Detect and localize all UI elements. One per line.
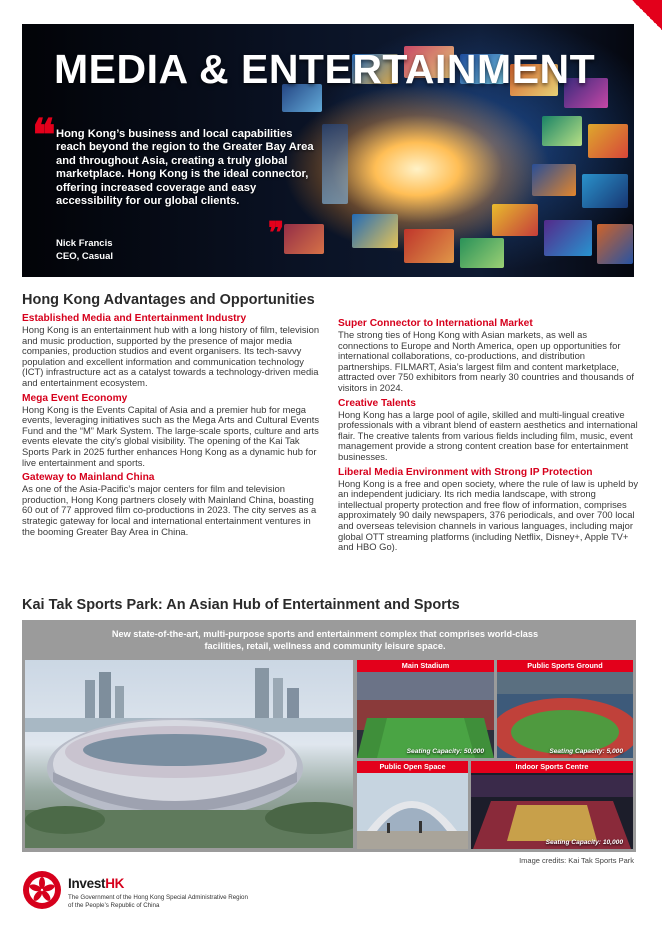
public-sports-ground-image xyxy=(497,660,633,758)
venue-main-stadium xyxy=(357,660,494,758)
venue-label: Indoor Sports Centre xyxy=(471,761,633,773)
advantage-body: Hong Kong is a free and open society, where the rule of law is upheld by an independent judiciary. Its rich media landscape, with strong intellectual property protection and free flow of information, comprises approximately 90 daily newspapers, 376 periodicals, and over 700 local and overseas television channels in various languages, including major global OTT streaming platforms (including Netflix, Disney+, Apple TV+ and HBO Go). xyxy=(338,477,639,553)
advantage-heading: Gateway to Mainland China xyxy=(22,472,155,484)
hksar-emblem-icon xyxy=(22,870,62,910)
hero-title: MEDIA & ENTERTAINMENT xyxy=(54,46,596,92)
author-title: CEO, Casual xyxy=(56,250,114,262)
public-open-space-image xyxy=(357,761,468,849)
venue-capacity: Seating Capacity: 10,000 xyxy=(545,839,623,846)
government-credit xyxy=(68,894,298,910)
advantage-item xyxy=(338,466,638,553)
quote-author xyxy=(56,238,113,263)
advantage-body: As one of the Asia-Pacific’s major centers for film and television production, Hong Kong partners closely with Mainland China, boasting 60 out of 77 approved film co-productions in 2023. The city serves as a strategic gateway for local and international entertainment ventures in the booming Greater Bay Area in China. xyxy=(22,483,317,537)
advantage-item xyxy=(338,397,638,463)
indoor-sports-centre-image xyxy=(471,761,633,849)
main-stadium-image xyxy=(357,660,494,758)
advantage-heading: Super Connector to International Market xyxy=(338,318,533,329)
advantages-left-column xyxy=(22,312,324,540)
corner-accent xyxy=(632,0,662,30)
venue-label: Public Sports Ground xyxy=(497,660,633,672)
advantages-right-column xyxy=(338,317,638,556)
kaitak-title: Kai Tak Sports Park: An Asian Hub of Entertainment and Sports xyxy=(22,597,460,613)
stadium-render-image xyxy=(25,660,353,848)
image-credits: Image credits: Kai Tak Sports Park xyxy=(519,856,634,865)
advantage-body: Hong Kong is the Events Capital of Asia and a premier hub for mega events, leveraging initiatives such as the Mega Arts and Cultural Events Fund and the “M” Mark System. The large-scale sports, culture and arts events elevate the city’s global visibility. The opening of the Kai Tak Sports Park in 2025 further enhances Hong Kong as a dynamic hub for live entertainment and sports. xyxy=(22,403,320,468)
author-name: Nick Francis xyxy=(56,238,113,249)
venue-capacity: Seating Capacity: 50,000 xyxy=(406,748,484,755)
venue-public-open-space xyxy=(357,761,468,849)
advantage-item xyxy=(22,392,324,469)
logo-part-invest: Invest xyxy=(68,876,106,891)
hero-banner xyxy=(22,24,634,277)
investhk-logo xyxy=(68,876,124,891)
venue-capacity: Seating Capacity: 5,000 xyxy=(549,748,623,755)
advantage-heading: Creative Talents xyxy=(338,397,416,409)
logo-part-hk: HK xyxy=(105,876,125,891)
hero-quote: Hong Kong’s business and local capabilities reach beyond the region to the Greater Bay Area and throughout Asia, creating a truly global marketplace. Hong Kong is the ideal connector, offering increased coverage and easy accessibility for our global clients. xyxy=(56,128,314,208)
venue-label: Main Stadium xyxy=(357,660,494,672)
kaitak-intro: New state-of-the-art, multi-purpose sports and entertainment complex that comprises world-class facilities, retail, wellness and community leisure space. xyxy=(111,629,539,651)
stadium-illustration xyxy=(25,660,353,848)
advantage-body: The strong ties of Hong Kong with Asian markets, as well as connections to Europe and North America, open up opportunities for international collaborations, co-productions, and distribution partnerships. FILMART, Asia’s largest film and content marketplace, attracted over 750 exhibitors from nearly 30 countries and thousands of visitors in 2024. xyxy=(338,329,635,393)
advantage-body: Hong Kong is an entertainment hub with a long history of film, television and music production, supported by the presence of major media companies, production studios and event organisers. Its tech-savvy population and excellent information and communication technology (ICT) infrastructure act as a catalyst towards a technology-driven media and entertainment ecosystem. xyxy=(22,324,320,388)
venue-indoor-sports-centre xyxy=(471,761,633,849)
advantage-heading: Liberal Media Environment with Strong IP Protection xyxy=(338,466,593,478)
advantages-title: Hong Kong Advantages and Opportunities xyxy=(22,292,315,308)
government-line-2: of the People’s Republic of China xyxy=(68,902,160,909)
advantage-item xyxy=(338,317,638,394)
advantage-item xyxy=(22,471,324,537)
open-quote-icon: ❝ xyxy=(32,111,56,160)
advantage-heading: Established Media and Entertainment Industry xyxy=(22,313,247,324)
venue-public-sports-ground xyxy=(497,660,633,758)
advantage-heading: Mega Event Economy xyxy=(22,392,128,404)
close-quote-icon: ❞ xyxy=(268,217,285,250)
advantage-item xyxy=(22,312,324,389)
venue-label: Public Open Space xyxy=(357,761,468,773)
government-line-1: The Government of the Hong Kong Special Administrative Region xyxy=(68,894,248,901)
advantage-body: Hong Kong has a large pool of agile, skilled and multi-lingual creative professionals with a vibrant blend of eastern aesthetics and international flair. The creative talents from various fields including film, music, event management provide a strong content creation base for entertainment businesses. xyxy=(338,408,638,462)
